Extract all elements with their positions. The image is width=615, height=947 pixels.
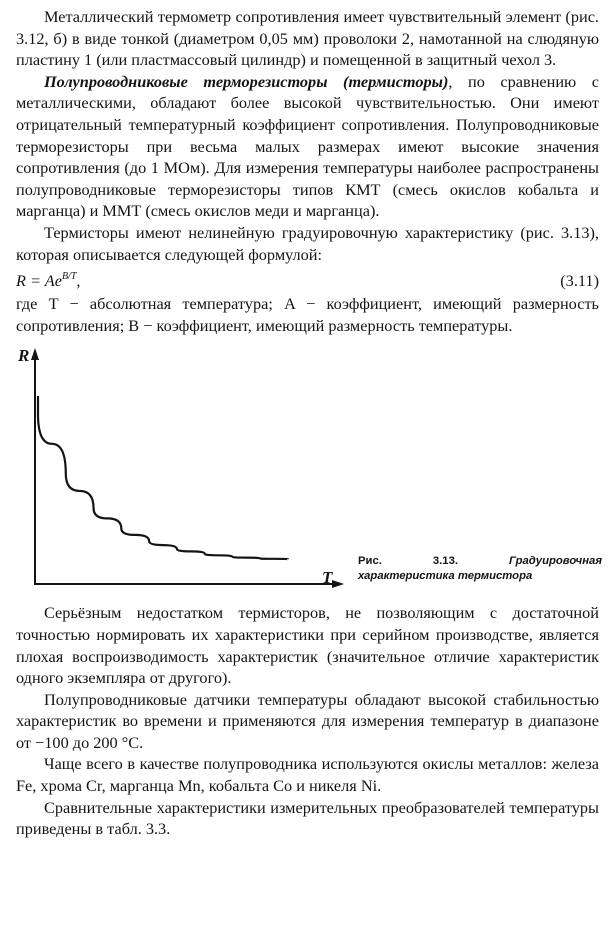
formula-tail: , (76, 271, 81, 291)
paragraph-disadvantage: Серьёзным недостатком термисторов, не позволяющим с достаточной точностью нормировать их характеристики при серийном производстве, является плохая воспроизводимость характеристик (значительное отличие характеристик одного экземпляра от другого). (16, 603, 599, 688)
caption-title: Градуировочная характеристика термистора (358, 555, 602, 583)
paragraph-thermistors (16, 71, 599, 222)
figure-caption (358, 554, 602, 584)
paragraph-where: где T − абсолютная температура; A − коэффициент, имеющий размерность сопротивления; B − коэффициент, имеющий размерность температуры. (16, 294, 599, 335)
y-axis-label: R (18, 346, 30, 366)
x-axis-arrow (332, 580, 344, 588)
paragraph-oxides: Чаще всего в качестве полупроводника используются окислы металлов: железа Fe, хрома Cr, марганца Mn, кобальта Co и никеля Ni. (16, 754, 599, 796)
figure-3-13 (16, 346, 602, 596)
paragraph-metal-thermometer: Металлический термометр сопротивления имеет чувствительный элемент (рис. 3.12, б) в виде тонкой (диаметром 0,05 мм) проволоки 2, намотанной на слюдяную пластину 1 (или пластмассовый цилиндр) и помещенной в защитный чехол 3. (16, 7, 599, 70)
paragraph-stability: Полупроводниковые датчики температуры обладают высокой стабильностью характеристик во времени и применяются для измерения температур в диапазоне от −100 до 200 °С. (16, 689, 599, 752)
page (16, 6, 602, 840)
formula-number: (3.11) (560, 271, 599, 291)
paragraph-thermistors-text: , по сравнению с металлическими, обладают более высокой чувствительностью. Они имеют отрицательный температурный коэффициент сопротивления. Полупроводниковые терморезисторы при весьма малых размерах имеют высокие значения сопротивления (до 1 МОм). Для измерения температуры наиболее распространены полупроводниковые терморезисторы типов КМТ (смесь окислов кобальта и марганца) и ММТ (смесь окислов меди и марганца). (16, 71, 600, 221)
formula-row (16, 266, 599, 292)
thermistor-curve (38, 396, 288, 559)
caption-prefix: Рис. 3.13. (358, 555, 458, 568)
term-thermistors: Полупроводниковые терморезисторы (термисторы) (44, 71, 449, 91)
formula-exponent: B/T (61, 271, 77, 283)
paragraph-characteristic: Термисторы имеют нелинейную градуировочную характеристику (рис. 3.13), которая описывается следующей формулой: (16, 222, 599, 264)
y-axis-arrow (31, 348, 39, 360)
paragraph-comparison: Сравнительные характеристики измерительных преобразователей температуры приведены в табл. 3.3. (16, 797, 599, 839)
formula-lhs: R = Ae (16, 271, 62, 291)
x-axis-label: T (322, 568, 333, 588)
formula-3-11 (16, 266, 80, 292)
